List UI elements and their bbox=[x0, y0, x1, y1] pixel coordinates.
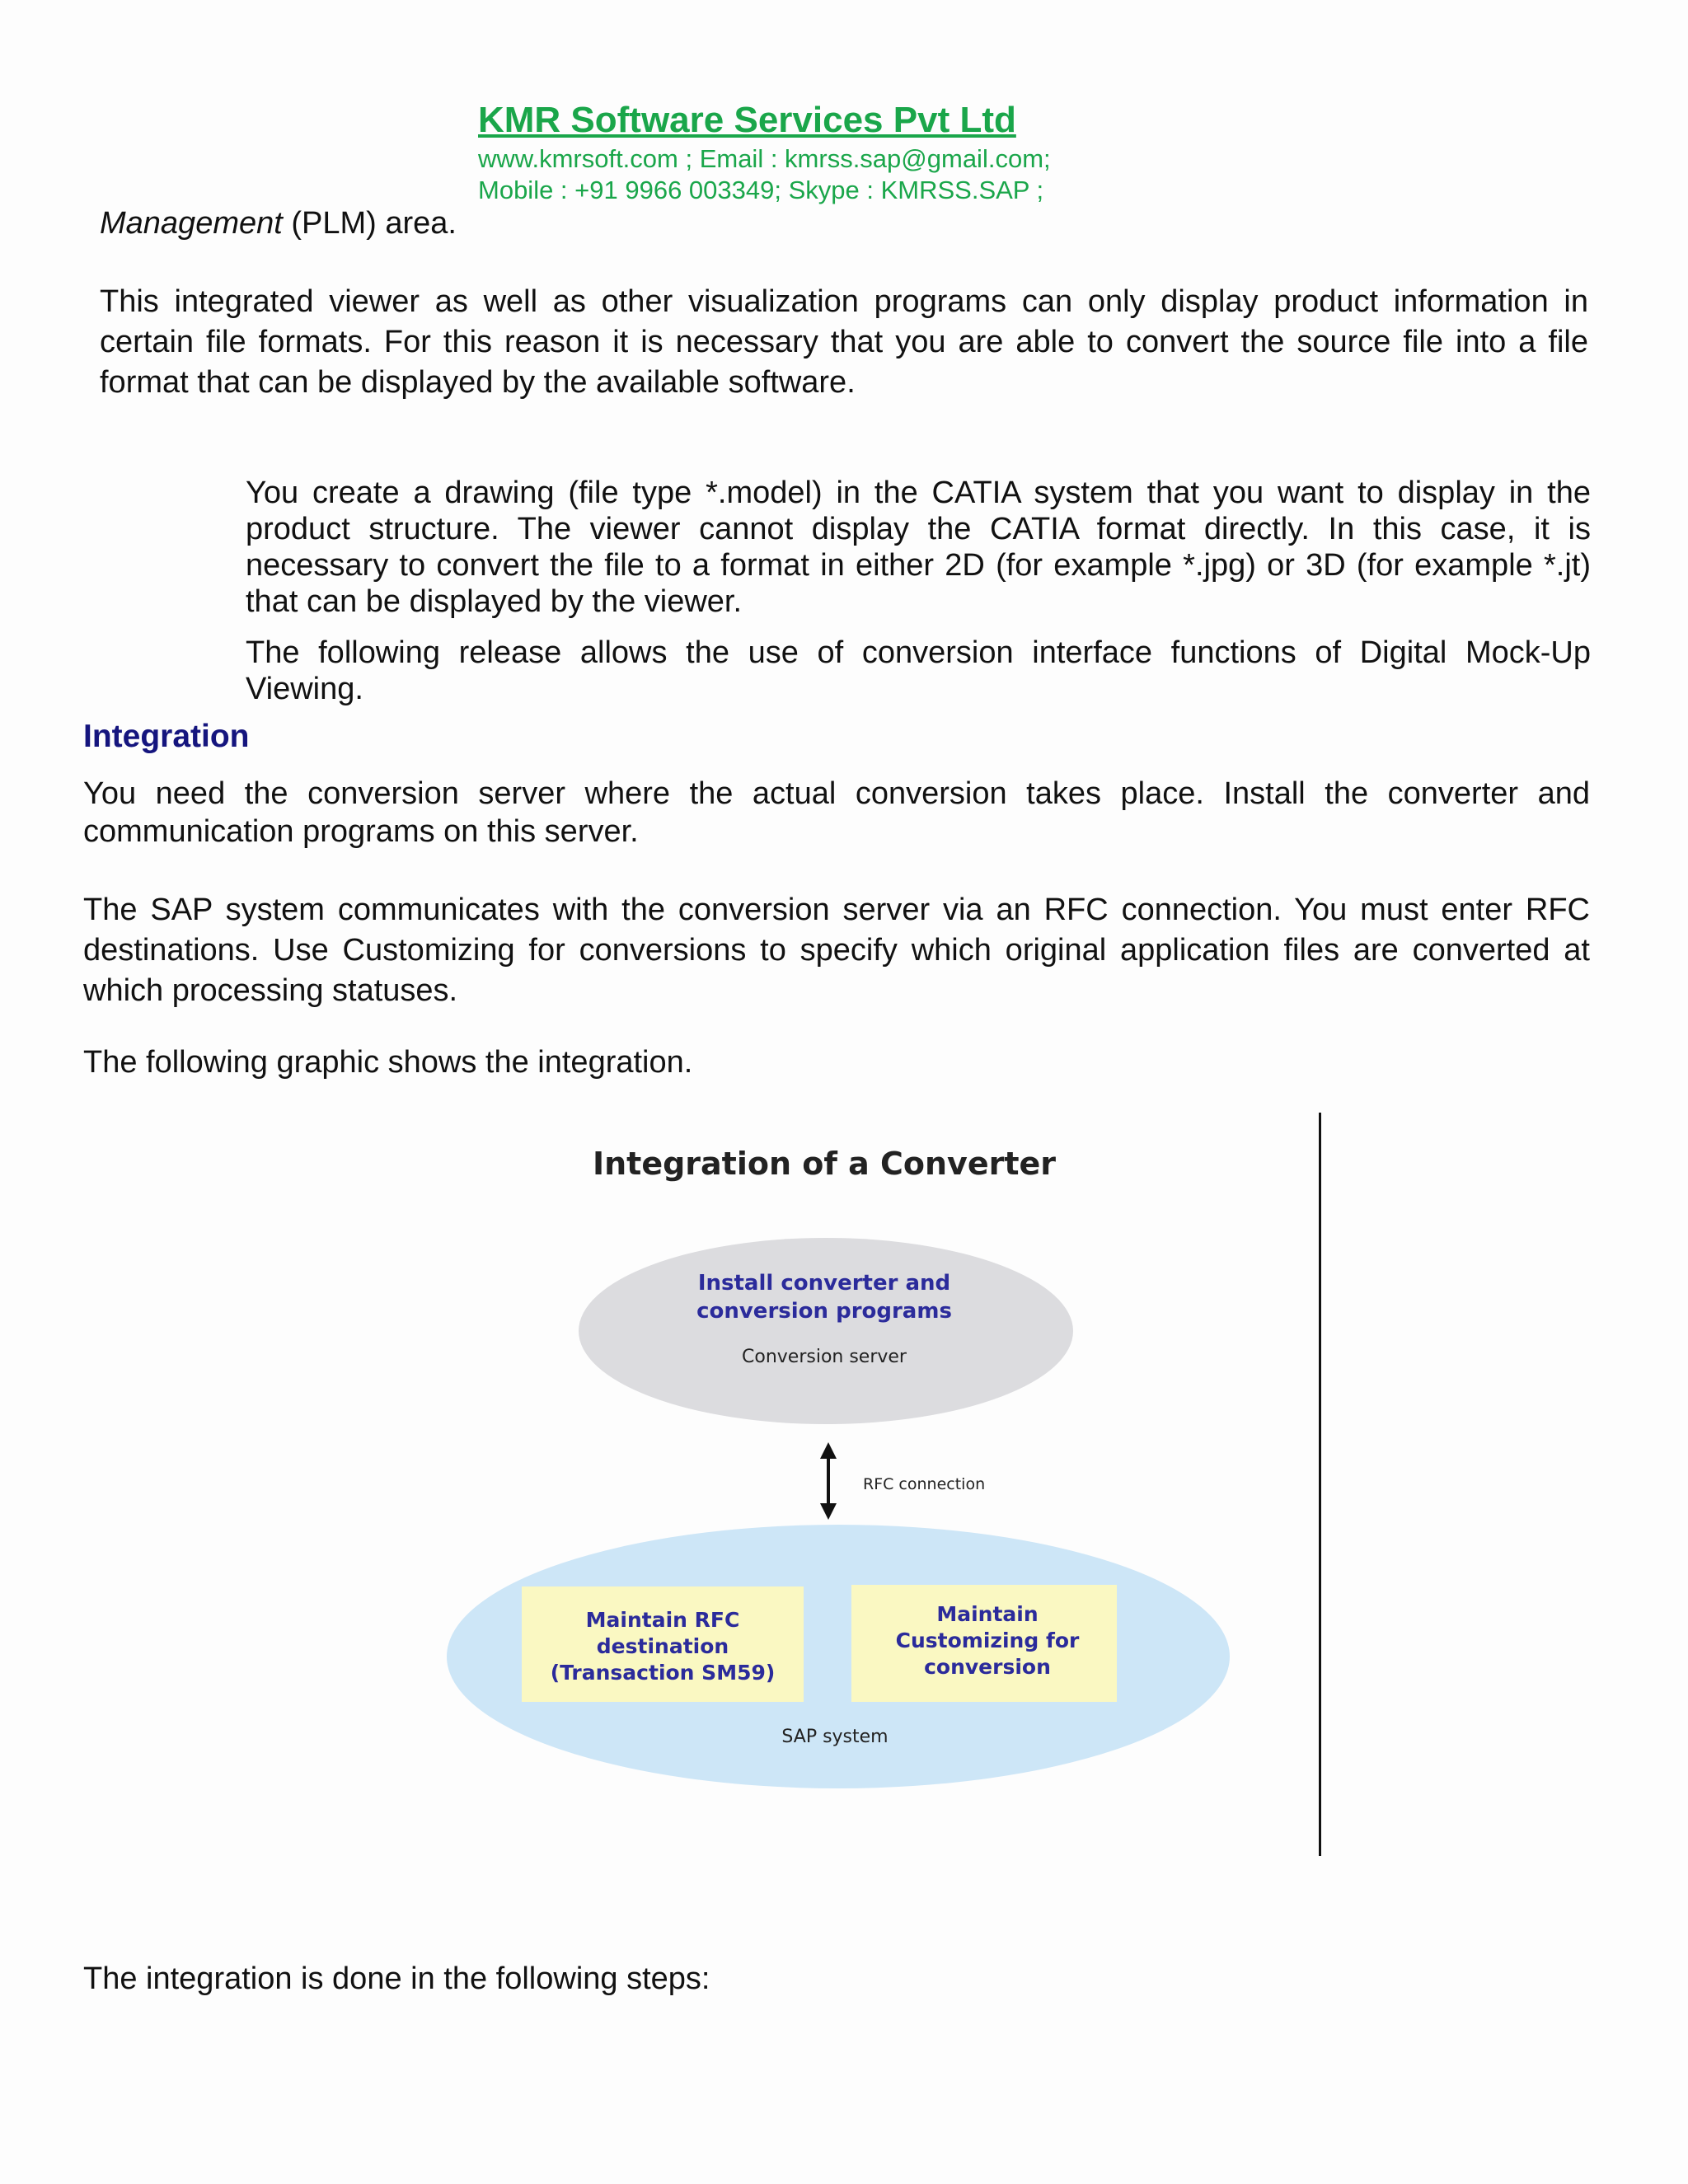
rfc-arrow-head-down bbox=[820, 1503, 837, 1520]
integration-heading: Integration bbox=[83, 719, 250, 754]
sap-system-label: SAP system bbox=[781, 1727, 889, 1747]
rfc-connection-paragraph: The SAP system communicates with the conversion server via an RFC connection. You must enter RFC destinations. Use Customizing for conversions to specify which original application files are converted at which processing statuses. bbox=[83, 893, 1590, 1008]
install-line-2: conversion programs bbox=[696, 1299, 952, 1324]
viewer-paragraph: This integrated viewer as well as other visualization programs can only display product information in certain file formats. For this reason it is necessary that you are able to convert the source file into a file format that can be displayed by the available software. bbox=[100, 284, 1588, 400]
conversion-server-ellipse bbox=[579, 1238, 1073, 1424]
figure-title: Integration of a Converter bbox=[592, 1146, 1057, 1182]
integration-diagram bbox=[0, 1104, 1688, 1879]
rfc-box-line-2: destination bbox=[596, 1634, 729, 1658]
integration-figure bbox=[0, 1104, 1688, 1879]
steps-intro-paragraph: The integration is done in the following steps: bbox=[83, 1961, 710, 1996]
conversion-server-label: Conversion server bbox=[742, 1347, 907, 1367]
company-name: KMR Software Services Pvt Ltd bbox=[478, 100, 1016, 140]
customizing-box-line-1: Maintain bbox=[936, 1602, 1039, 1626]
contact-line-web-email: www.kmrsoft.com ; Email : kmrss.sap@gmail.com; bbox=[478, 144, 1051, 173]
rfc-arrow-head-up bbox=[820, 1442, 837, 1459]
install-line-1: Install converter and bbox=[697, 1271, 951, 1296]
plm-area-rest: (PLM) area. bbox=[282, 206, 457, 241]
management-italic: Management bbox=[100, 206, 283, 241]
customizing-box-line-2: Customizing for bbox=[895, 1629, 1080, 1652]
release-paragraph: The following release allows the use of conversion interface functions of Digital Mock-Up Viewing. bbox=[246, 635, 1591, 706]
plm-area-line bbox=[100, 204, 1583, 242]
document-header bbox=[478, 97, 1220, 206]
catia-example-paragraph: You create a drawing (file type *.model) in the CATIA system that you want to display in the product structure. The viewer cannot display the CATIA format directly. In this case, it is necessary to convert the file to a format in either 2D (for example *.jpg) or 3D (for example *.jt) that can be displayed by the viewer. bbox=[246, 476, 1591, 619]
graphic-intro-paragraph: The following graphic shows the integration. bbox=[83, 1045, 693, 1080]
customizing-box-line-3: conversion bbox=[924, 1655, 1051, 1679]
figure-border-line bbox=[1319, 1113, 1321, 1856]
conversion-server-paragraph: You need the conversion server where the actual conversion takes place. Install the converter and communication programs on this server. bbox=[83, 776, 1590, 849]
rfc-box-line-3: (Transaction SM59) bbox=[550, 1661, 776, 1685]
rfc-connection-label: RFC connection bbox=[863, 1475, 986, 1493]
contact-line-phone-skype: Mobile : +91 9966 003349; Skype : KMRSS.SAP ; bbox=[478, 176, 1044, 204]
rfc-box-line-1: Maintain RFC bbox=[585, 1608, 740, 1632]
